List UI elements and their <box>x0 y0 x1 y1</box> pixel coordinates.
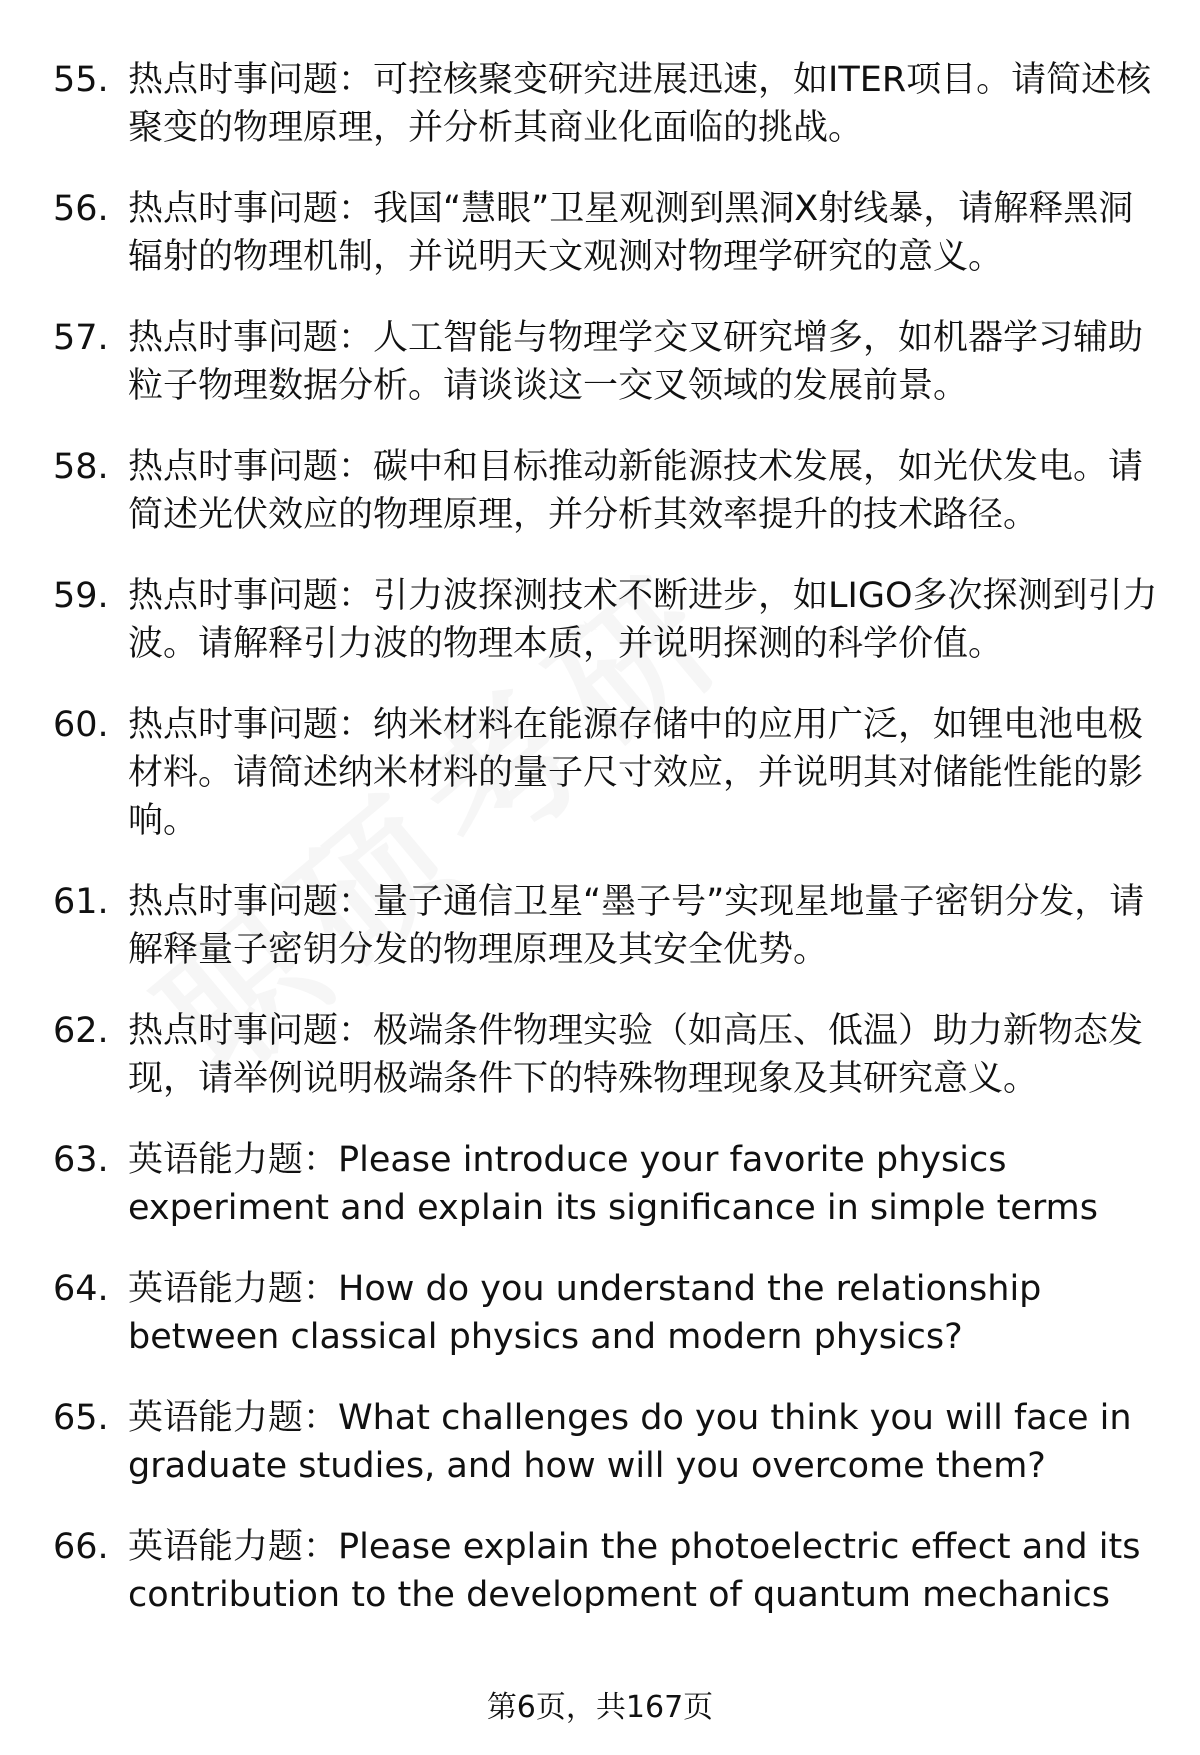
question-number: 55. <box>53 60 109 100</box>
question-item <box>0 878 1200 974</box>
question-item <box>0 1394 1200 1490</box>
question-text: 英语能力题：How do you understand the relationship between classical physics and modern physics? <box>128 1269 1042 1357</box>
question-number: 60. <box>53 705 109 745</box>
page-number-label: 第6页，共167页 <box>486 1690 714 1725</box>
question-text: 英语能力题：Please explain the photoelectric effect and its contribution to the development of quantum mechanics <box>128 1527 1141 1615</box>
question-text: 热点时事问题：人工智能与物理学交叉研究增多，如机器学习辅助粒子物理数据分析。请谈谈这一交叉领域的发展前景。 <box>128 318 1144 406</box>
question-text: 热点时事问题：我国“慧眼”卫星观测到黑洞X射线暴，请解释黑洞辐射的物理机制，并说明天文观测对物理学研究的意义。 <box>128 189 1134 277</box>
question-number: 65. <box>53 1398 109 1438</box>
question-item <box>0 56 1200 152</box>
question-text: 热点时事问题：引力波探测技术不断进步，如LIGO多次探测到引力波。请解释引力波的物理本质，并说明探测的科学价值。 <box>128 576 1158 664</box>
question-text: 英语能力题：Please introduce your favorite physics experiment and explain its significance in simple terms <box>128 1140 1098 1228</box>
question-number: 64. <box>53 1269 109 1309</box>
question-item <box>0 1523 1200 1619</box>
question-item <box>0 1136 1200 1232</box>
question-number: 66. <box>53 1527 109 1567</box>
question-number: 59. <box>53 576 109 616</box>
question-list <box>0 56 1200 1652</box>
question-item <box>0 701 1200 845</box>
question-number: 63. <box>53 1140 109 1180</box>
question-item <box>0 443 1200 539</box>
question-item <box>0 572 1200 668</box>
question-text: 英语能力题：What challenges do you think you will face in graduate studies, and how will you overcome them? <box>128 1398 1132 1486</box>
question-number: 61. <box>53 882 109 922</box>
question-text: 热点时事问题：纳米材料在能源存储中的应用广泛，如锂电池电极材料。请简述纳米材料的量子尺寸效应，并说明其对储能性能的影响。 <box>128 705 1144 841</box>
question-number: 57. <box>53 318 109 358</box>
question-item <box>0 314 1200 410</box>
question-number: 58. <box>53 447 109 487</box>
question-text: 热点时事问题：可控核聚变研究进展迅速，如ITER项目。请简述核聚变的物理原理，并分析其商业化面临的挑战。 <box>128 60 1152 148</box>
question-item <box>0 185 1200 281</box>
question-item <box>0 1007 1200 1103</box>
question-item <box>0 1265 1200 1361</box>
question-number: 56. <box>53 189 109 229</box>
question-number: 62. <box>53 1011 109 1051</box>
question-text: 热点时事问题：碳中和目标推动新能源技术发展，如光伏发电。请简述光伏效应的物理原理，并分析其效率提升的技术路径。 <box>128 447 1144 535</box>
page-footer <box>0 1688 1200 1728</box>
question-text: 热点时事问题：极端条件物理实验（如高压、低温）助力新物态发现，请举例说明极端条件下的特殊物理现象及其研究意义。 <box>128 1011 1144 1099</box>
question-text: 热点时事问题：量子通信卫星“墨子号”实现星地量子密钥分发，请解释量子密钥分发的物理原理及其安全优势。 <box>128 882 1145 970</box>
